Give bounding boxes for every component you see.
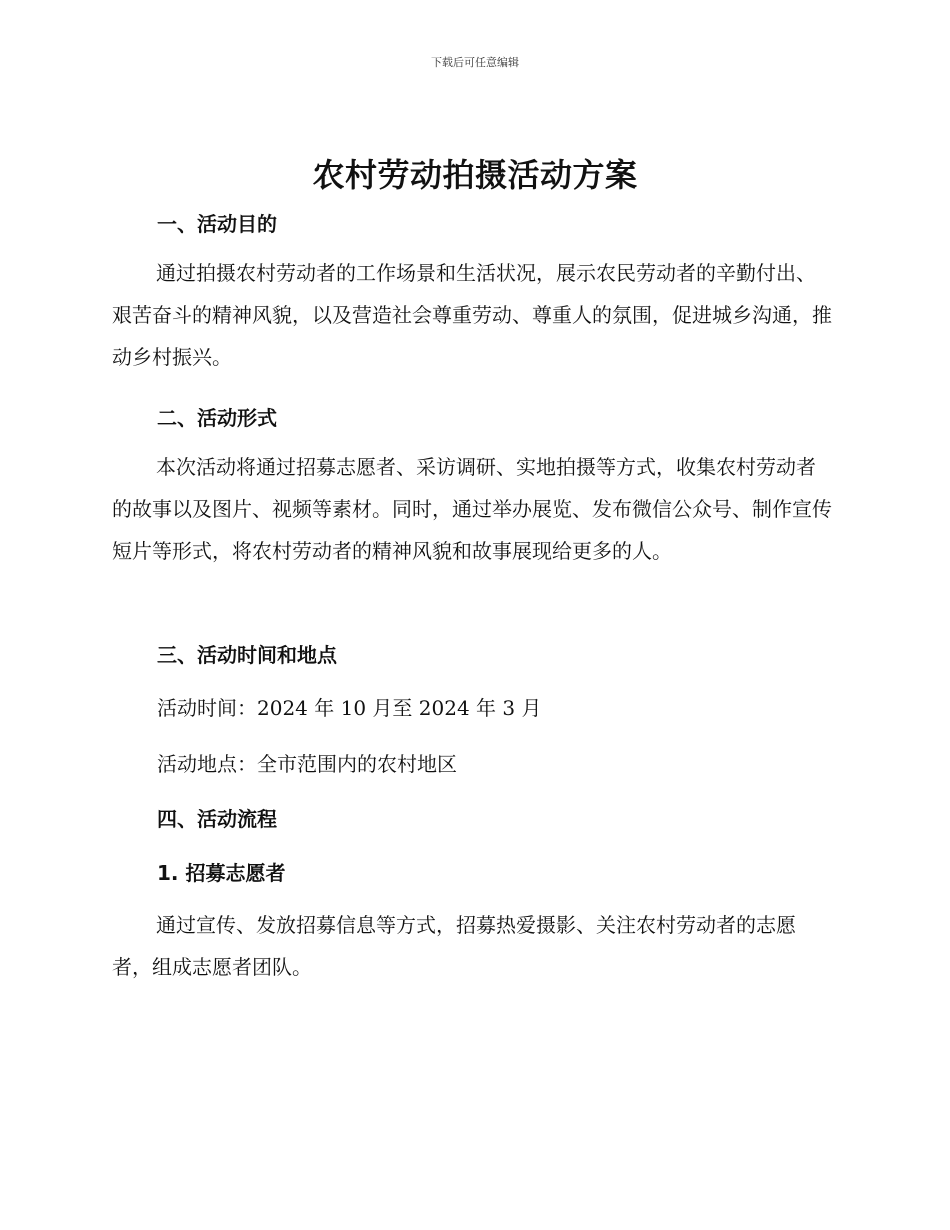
section-heading-format: 二、活动形式	[157, 406, 277, 430]
section-body-purpose: 通过拍摄农村劳动者的工作场景和生活状况，展示农民劳动者的辛勤付出、艰苦奋斗的精神风貌，以及营造社会尊重劳动、尊重人的氛围，促进城乡沟通，推动乡村振兴。	[112, 261, 832, 369]
section-heading-process: 四、活动流程	[157, 807, 277, 831]
document-title: 农村劳动拍摄活动方案	[312, 156, 638, 194]
header-note: 下载后可任意编辑	[431, 56, 519, 69]
subsection-heading-recruit: 1. 招募志愿者	[157, 861, 286, 885]
section-body-format: 本次活动将通过招募志愿者、采访调研、实地拍摄等方式，收集农村劳动者的故事以及图片、视频等素材。同时，通过举办展览、发布微信公众号、制作宣传短片等形式，将农村劳动者的精神风貌和故事展现给更多的人。	[112, 455, 832, 563]
section-heading-purpose: 一、活动目的	[157, 212, 277, 236]
activity-time: 活动时间：2024 年 10 月至 2024 年 3 月	[157, 696, 542, 720]
activity-place: 活动地点：全市范围内的农村地区	[157, 752, 457, 776]
section-heading-time-place: 三、活动时间和地点	[157, 643, 337, 667]
subsection-body-recruit: 通过宣传、发放招募信息等方式，招募热爱摄影、关注农村劳动者的志愿者，组成志愿者团队。	[112, 913, 796, 979]
